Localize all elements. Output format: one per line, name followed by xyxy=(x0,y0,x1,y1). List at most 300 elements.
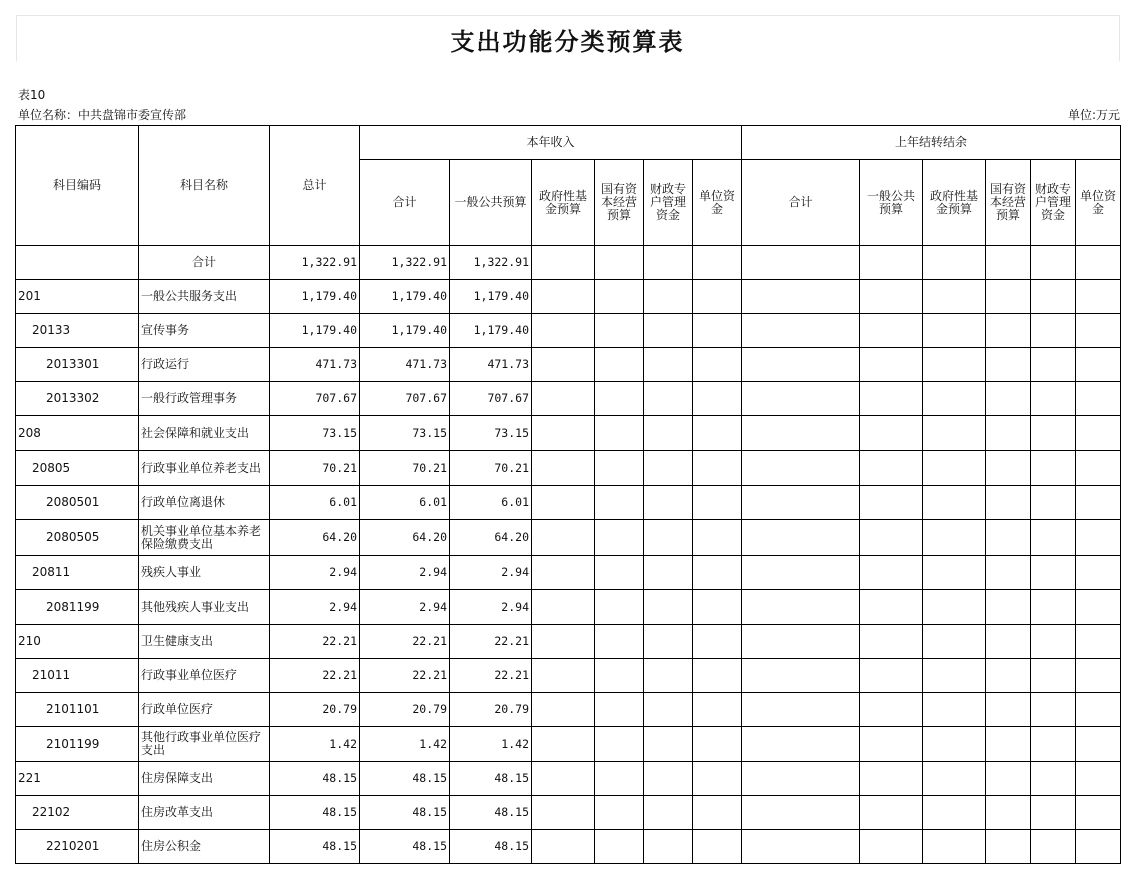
cell-current-general: 1,179.40 xyxy=(450,280,532,314)
cell-empty xyxy=(693,659,742,693)
budget-table xyxy=(15,125,1121,864)
cell-name: 残疾人事业 xyxy=(139,556,270,590)
cell-current-general: 471.73 xyxy=(450,348,532,382)
header-cur-fund: 政府性基金预算 xyxy=(532,160,595,246)
cell-name: 社会保障和就业支出 xyxy=(139,416,270,451)
cell-empty xyxy=(860,796,923,830)
cell-name: 卫生健康支出 xyxy=(139,625,270,659)
cell-empty xyxy=(595,246,644,280)
cell-current-general: 48.15 xyxy=(450,762,532,796)
cell-empty xyxy=(860,246,923,280)
cell-empty xyxy=(595,762,644,796)
cell-current-general: 22.21 xyxy=(450,659,532,693)
table-row xyxy=(16,659,1121,693)
cell-empty xyxy=(1031,314,1076,348)
cell-empty xyxy=(986,693,1031,727)
cell-name: 行政运行 xyxy=(139,348,270,382)
cell-empty xyxy=(595,590,644,625)
cell-current-sum: 1.42 xyxy=(360,727,450,762)
cell-empty xyxy=(532,382,595,416)
cell-name: 住房保障支出 xyxy=(139,762,270,796)
cell-empty xyxy=(742,659,860,693)
cell-total: 1.42 xyxy=(270,727,360,762)
cell-current-general: 22.21 xyxy=(450,625,532,659)
cell-empty xyxy=(532,693,595,727)
cell-empty xyxy=(1031,246,1076,280)
cell-name: 机关事业单位基本养老保险缴费支出 xyxy=(139,520,270,556)
cell-empty xyxy=(923,659,986,693)
cell-code: 221 xyxy=(16,762,139,796)
cell-empty xyxy=(595,416,644,451)
cell-current-general: 1,322.91 xyxy=(450,246,532,280)
cell-total: 22.21 xyxy=(270,625,360,659)
cell-empty xyxy=(644,416,693,451)
cell-total: 1,179.40 xyxy=(270,314,360,348)
header-cur-unit-funds: 单位资金 xyxy=(693,160,742,246)
cell-current-sum: 6.01 xyxy=(360,486,450,520)
cell-empty xyxy=(693,451,742,486)
unit-name: 单位名称：中共盘锦市委宣传部 xyxy=(18,108,187,122)
cell-empty xyxy=(644,520,693,556)
cell-total: 707.67 xyxy=(270,382,360,416)
header-prior-unit-funds: 单位资金 xyxy=(1076,160,1121,246)
cell-empty xyxy=(1031,451,1076,486)
cell-empty xyxy=(1076,659,1121,693)
cell-current-sum: 1,179.40 xyxy=(360,314,450,348)
table-body xyxy=(16,246,1121,864)
cell-current-general: 48.15 xyxy=(450,796,532,830)
cell-empty xyxy=(1076,486,1121,520)
cell-empty xyxy=(693,348,742,382)
cell-empty xyxy=(693,796,742,830)
cell-total: 48.15 xyxy=(270,796,360,830)
cell-empty xyxy=(923,451,986,486)
cell-empty xyxy=(986,659,1031,693)
table-row xyxy=(16,314,1121,348)
cell-empty xyxy=(644,796,693,830)
cell-current-sum: 1,322.91 xyxy=(360,246,450,280)
cell-empty xyxy=(532,590,595,625)
cell-empty xyxy=(742,727,860,762)
cell-empty xyxy=(532,762,595,796)
cell-name: 一般公共服务支出 xyxy=(139,280,270,314)
table-row xyxy=(16,280,1121,314)
cell-empty xyxy=(860,693,923,727)
cell-empty xyxy=(986,830,1031,864)
cell-empty xyxy=(1076,520,1121,556)
cell-total: 22.21 xyxy=(270,659,360,693)
cell-name: 住房公积金 xyxy=(139,830,270,864)
cell-empty xyxy=(1031,382,1076,416)
cell-empty xyxy=(742,796,860,830)
cell-empty xyxy=(860,762,923,796)
cell-empty xyxy=(644,246,693,280)
cell-empty xyxy=(532,246,595,280)
cell-empty xyxy=(860,727,923,762)
cell-empty xyxy=(860,830,923,864)
cell-empty xyxy=(644,314,693,348)
cell-empty xyxy=(923,693,986,727)
cell-empty xyxy=(986,556,1031,590)
cell-empty xyxy=(532,796,595,830)
cell-empty xyxy=(1031,693,1076,727)
cell-total: 471.73 xyxy=(270,348,360,382)
unit-label: 单位:万元 xyxy=(1067,108,1120,122)
cell-empty xyxy=(923,520,986,556)
table-row xyxy=(16,796,1121,830)
cell-current-sum: 48.15 xyxy=(360,796,450,830)
cell-empty xyxy=(644,659,693,693)
cell-empty xyxy=(644,556,693,590)
cell-empty xyxy=(923,314,986,348)
cell-name: 行政事业单位医疗 xyxy=(139,659,270,693)
cell-empty xyxy=(986,590,1031,625)
cell-empty xyxy=(644,830,693,864)
cell-current-general: 707.67 xyxy=(450,382,532,416)
header-prior-year: 上年结转结余 xyxy=(742,126,1121,160)
cell-name: 其他残疾人事业支出 xyxy=(139,590,270,625)
cell-empty xyxy=(986,520,1031,556)
cell-empty xyxy=(742,451,860,486)
cell-empty xyxy=(1031,796,1076,830)
cell-empty xyxy=(595,659,644,693)
cell-current-sum: 64.20 xyxy=(360,520,450,556)
cell-empty xyxy=(742,590,860,625)
cell-empty xyxy=(693,382,742,416)
cell-empty xyxy=(860,280,923,314)
cell-empty xyxy=(1031,280,1076,314)
header-cur-special-account: 财政专户管理资金 xyxy=(644,160,693,246)
cell-empty xyxy=(923,556,986,590)
cell-empty xyxy=(532,830,595,864)
cell-empty xyxy=(986,280,1031,314)
cell-empty xyxy=(1076,314,1121,348)
header-code: 科目编码 xyxy=(16,126,139,246)
cell-empty xyxy=(986,348,1031,382)
cell-empty xyxy=(595,314,644,348)
cell-empty xyxy=(1031,625,1076,659)
cell-current-sum: 73.15 xyxy=(360,416,450,451)
cell-empty xyxy=(923,348,986,382)
cell-empty xyxy=(693,486,742,520)
cell-empty xyxy=(742,314,860,348)
cell-current-sum: 2.94 xyxy=(360,556,450,590)
cell-empty xyxy=(595,520,644,556)
cell-empty xyxy=(986,382,1031,416)
cell-empty xyxy=(742,693,860,727)
cell-empty xyxy=(595,348,644,382)
cell-empty xyxy=(742,486,860,520)
cell-empty xyxy=(923,382,986,416)
cell-empty xyxy=(644,693,693,727)
table-row xyxy=(16,348,1121,382)
cell-empty xyxy=(860,590,923,625)
cell-code: 2081199 xyxy=(16,590,139,625)
cell-empty xyxy=(595,486,644,520)
table-row xyxy=(16,762,1121,796)
cell-code: 21011 xyxy=(16,659,139,693)
cell-empty xyxy=(532,625,595,659)
table-row xyxy=(16,382,1121,416)
cell-empty xyxy=(1031,416,1076,451)
cell-name: 其他行政事业单位医疗支出 xyxy=(139,727,270,762)
cell-empty xyxy=(532,520,595,556)
cell-empty xyxy=(986,486,1031,520)
table-row xyxy=(16,556,1121,590)
cell-empty xyxy=(923,830,986,864)
cell-total: 48.15 xyxy=(270,762,360,796)
cell-empty xyxy=(1076,830,1121,864)
cell-code: 208 xyxy=(16,416,139,451)
cell-empty xyxy=(742,280,860,314)
cell-empty xyxy=(986,727,1031,762)
cell-code: 2101101 xyxy=(16,693,139,727)
cell-total: 73.15 xyxy=(270,416,360,451)
cell-empty xyxy=(693,520,742,556)
cell-current-general: 6.01 xyxy=(450,486,532,520)
cell-total: 48.15 xyxy=(270,830,360,864)
cell-empty xyxy=(532,727,595,762)
cell-current-sum: 48.15 xyxy=(360,830,450,864)
cell-code xyxy=(16,246,139,280)
cell-current-general: 1.42 xyxy=(450,727,532,762)
table-number: 表10 xyxy=(18,88,46,102)
table-row xyxy=(16,486,1121,520)
cell-empty xyxy=(532,314,595,348)
cell-empty xyxy=(595,693,644,727)
cell-empty xyxy=(923,762,986,796)
cell-empty xyxy=(1076,693,1121,727)
cell-empty xyxy=(644,348,693,382)
header-prior-sum: 合计 xyxy=(742,160,860,246)
cell-empty xyxy=(644,280,693,314)
cell-empty xyxy=(742,625,860,659)
cell-empty xyxy=(693,693,742,727)
header-row-1 xyxy=(16,126,1121,160)
cell-empty xyxy=(693,830,742,864)
cell-empty xyxy=(1076,416,1121,451)
table-row xyxy=(16,830,1121,864)
cell-empty xyxy=(923,486,986,520)
table-row xyxy=(16,625,1121,659)
cell-total: 6.01 xyxy=(270,486,360,520)
cell-empty xyxy=(986,246,1031,280)
cell-total: 64.20 xyxy=(270,520,360,556)
header-cur-state-capital: 国有资本经营预算 xyxy=(595,160,644,246)
cell-empty xyxy=(742,348,860,382)
cell-name: 合计 xyxy=(139,246,270,280)
cell-name: 宣传事务 xyxy=(139,314,270,348)
cell-code: 2013301 xyxy=(16,348,139,382)
header-current-year: 本年收入 xyxy=(360,126,742,160)
cell-empty xyxy=(742,246,860,280)
cell-code: 2101199 xyxy=(16,727,139,762)
cell-empty xyxy=(860,625,923,659)
cell-empty xyxy=(693,314,742,348)
cell-current-sum: 48.15 xyxy=(360,762,450,796)
cell-empty xyxy=(923,590,986,625)
cell-empty xyxy=(923,416,986,451)
cell-code: 2080501 xyxy=(16,486,139,520)
cell-total: 2.94 xyxy=(270,590,360,625)
cell-empty xyxy=(860,314,923,348)
cell-empty xyxy=(986,416,1031,451)
table-row xyxy=(16,590,1121,625)
cell-empty xyxy=(742,520,860,556)
cell-empty xyxy=(532,486,595,520)
cell-empty xyxy=(693,280,742,314)
cell-code: 201 xyxy=(16,280,139,314)
cell-empty xyxy=(986,625,1031,659)
header-cur-general: 一般公共预算 xyxy=(450,160,532,246)
cell-empty xyxy=(693,762,742,796)
cell-empty xyxy=(1031,762,1076,796)
cell-total: 70.21 xyxy=(270,451,360,486)
cell-empty xyxy=(1031,556,1076,590)
cell-code: 20133 xyxy=(16,314,139,348)
cell-empty xyxy=(644,590,693,625)
cell-empty xyxy=(532,416,595,451)
table-row xyxy=(16,693,1121,727)
cell-empty xyxy=(742,830,860,864)
header-name: 科目名称 xyxy=(139,126,270,246)
cell-empty xyxy=(532,556,595,590)
cell-empty xyxy=(532,280,595,314)
cell-total: 1,179.40 xyxy=(270,280,360,314)
cell-current-general: 20.79 xyxy=(450,693,532,727)
cell-current-sum: 471.73 xyxy=(360,348,450,382)
header-prior-general: 一般公共预算 xyxy=(860,160,923,246)
table-row xyxy=(16,246,1121,280)
header-prior-state-capital: 国有资本经营预算 xyxy=(986,160,1031,246)
header-prior-special-account: 财政专户管理资金 xyxy=(1031,160,1076,246)
cell-code: 20811 xyxy=(16,556,139,590)
cell-empty xyxy=(1076,762,1121,796)
cell-empty xyxy=(742,382,860,416)
cell-empty xyxy=(693,590,742,625)
cell-code: 2080505 xyxy=(16,520,139,556)
cell-name: 行政单位医疗 xyxy=(139,693,270,727)
cell-empty xyxy=(1076,727,1121,762)
cell-current-sum: 22.21 xyxy=(360,625,450,659)
cell-current-general: 70.21 xyxy=(450,451,532,486)
table-row xyxy=(16,451,1121,486)
cell-empty xyxy=(1031,659,1076,693)
cell-empty xyxy=(860,486,923,520)
cell-empty xyxy=(1031,830,1076,864)
cell-empty xyxy=(644,762,693,796)
cell-empty xyxy=(644,382,693,416)
cell-empty xyxy=(923,727,986,762)
cell-empty xyxy=(860,520,923,556)
cell-empty xyxy=(532,659,595,693)
cell-empty xyxy=(693,416,742,451)
table-row xyxy=(16,416,1121,451)
cell-empty xyxy=(644,486,693,520)
cell-empty xyxy=(693,727,742,762)
cell-current-general: 73.15 xyxy=(450,416,532,451)
cell-empty xyxy=(595,796,644,830)
cell-current-general: 2.94 xyxy=(450,556,532,590)
cell-name: 住房改革支出 xyxy=(139,796,270,830)
cell-name: 行政事业单位养老支出 xyxy=(139,451,270,486)
cell-empty xyxy=(1031,590,1076,625)
cell-current-sum: 22.21 xyxy=(360,659,450,693)
cell-empty xyxy=(693,625,742,659)
cell-total: 20.79 xyxy=(270,693,360,727)
header-cur-sum: 合计 xyxy=(360,160,450,246)
cell-code: 2013302 xyxy=(16,382,139,416)
cell-empty xyxy=(1031,520,1076,556)
cell-empty xyxy=(595,727,644,762)
cell-empty xyxy=(1076,590,1121,625)
cell-code: 22102 xyxy=(16,796,139,830)
cell-empty xyxy=(1076,246,1121,280)
cell-empty xyxy=(644,727,693,762)
cell-empty xyxy=(1031,486,1076,520)
cell-empty xyxy=(595,625,644,659)
cell-empty xyxy=(860,451,923,486)
cell-empty xyxy=(742,556,860,590)
cell-empty xyxy=(860,556,923,590)
cell-empty xyxy=(986,451,1031,486)
cell-empty xyxy=(693,556,742,590)
cell-code: 2210201 xyxy=(16,830,139,864)
cell-empty xyxy=(986,762,1031,796)
cell-empty xyxy=(1031,348,1076,382)
cell-current-sum: 707.67 xyxy=(360,382,450,416)
cell-current-sum: 70.21 xyxy=(360,451,450,486)
cell-current-general: 64.20 xyxy=(450,520,532,556)
cell-empty xyxy=(860,382,923,416)
cell-empty xyxy=(986,314,1031,348)
cell-empty xyxy=(644,625,693,659)
cell-empty xyxy=(595,451,644,486)
cell-empty xyxy=(693,246,742,280)
cell-empty xyxy=(1076,280,1121,314)
cell-empty xyxy=(860,659,923,693)
cell-name: 行政单位离退休 xyxy=(139,486,270,520)
table-row xyxy=(16,727,1121,762)
cell-empty xyxy=(860,416,923,451)
cell-empty xyxy=(742,416,860,451)
cell-empty xyxy=(595,556,644,590)
header-total: 总计 xyxy=(270,126,360,246)
cell-empty xyxy=(1076,348,1121,382)
cell-empty xyxy=(742,762,860,796)
cell-empty xyxy=(532,451,595,486)
cell-empty xyxy=(923,246,986,280)
cell-empty xyxy=(532,348,595,382)
cell-current-general: 1,179.40 xyxy=(450,314,532,348)
cell-name: 一般行政管理事务 xyxy=(139,382,270,416)
cell-code: 210 xyxy=(16,625,139,659)
cell-empty xyxy=(923,625,986,659)
cell-empty xyxy=(1076,625,1121,659)
cell-code: 20805 xyxy=(16,451,139,486)
cell-empty xyxy=(1031,727,1076,762)
table-row xyxy=(16,520,1121,556)
cell-current-sum: 2.94 xyxy=(360,590,450,625)
cell-current-general: 2.94 xyxy=(450,590,532,625)
cell-empty xyxy=(1076,451,1121,486)
cell-empty xyxy=(860,348,923,382)
cell-current-sum: 20.79 xyxy=(360,693,450,727)
cell-empty xyxy=(595,280,644,314)
cell-current-general: 48.15 xyxy=(450,830,532,864)
cell-empty xyxy=(923,280,986,314)
cell-empty xyxy=(1076,382,1121,416)
